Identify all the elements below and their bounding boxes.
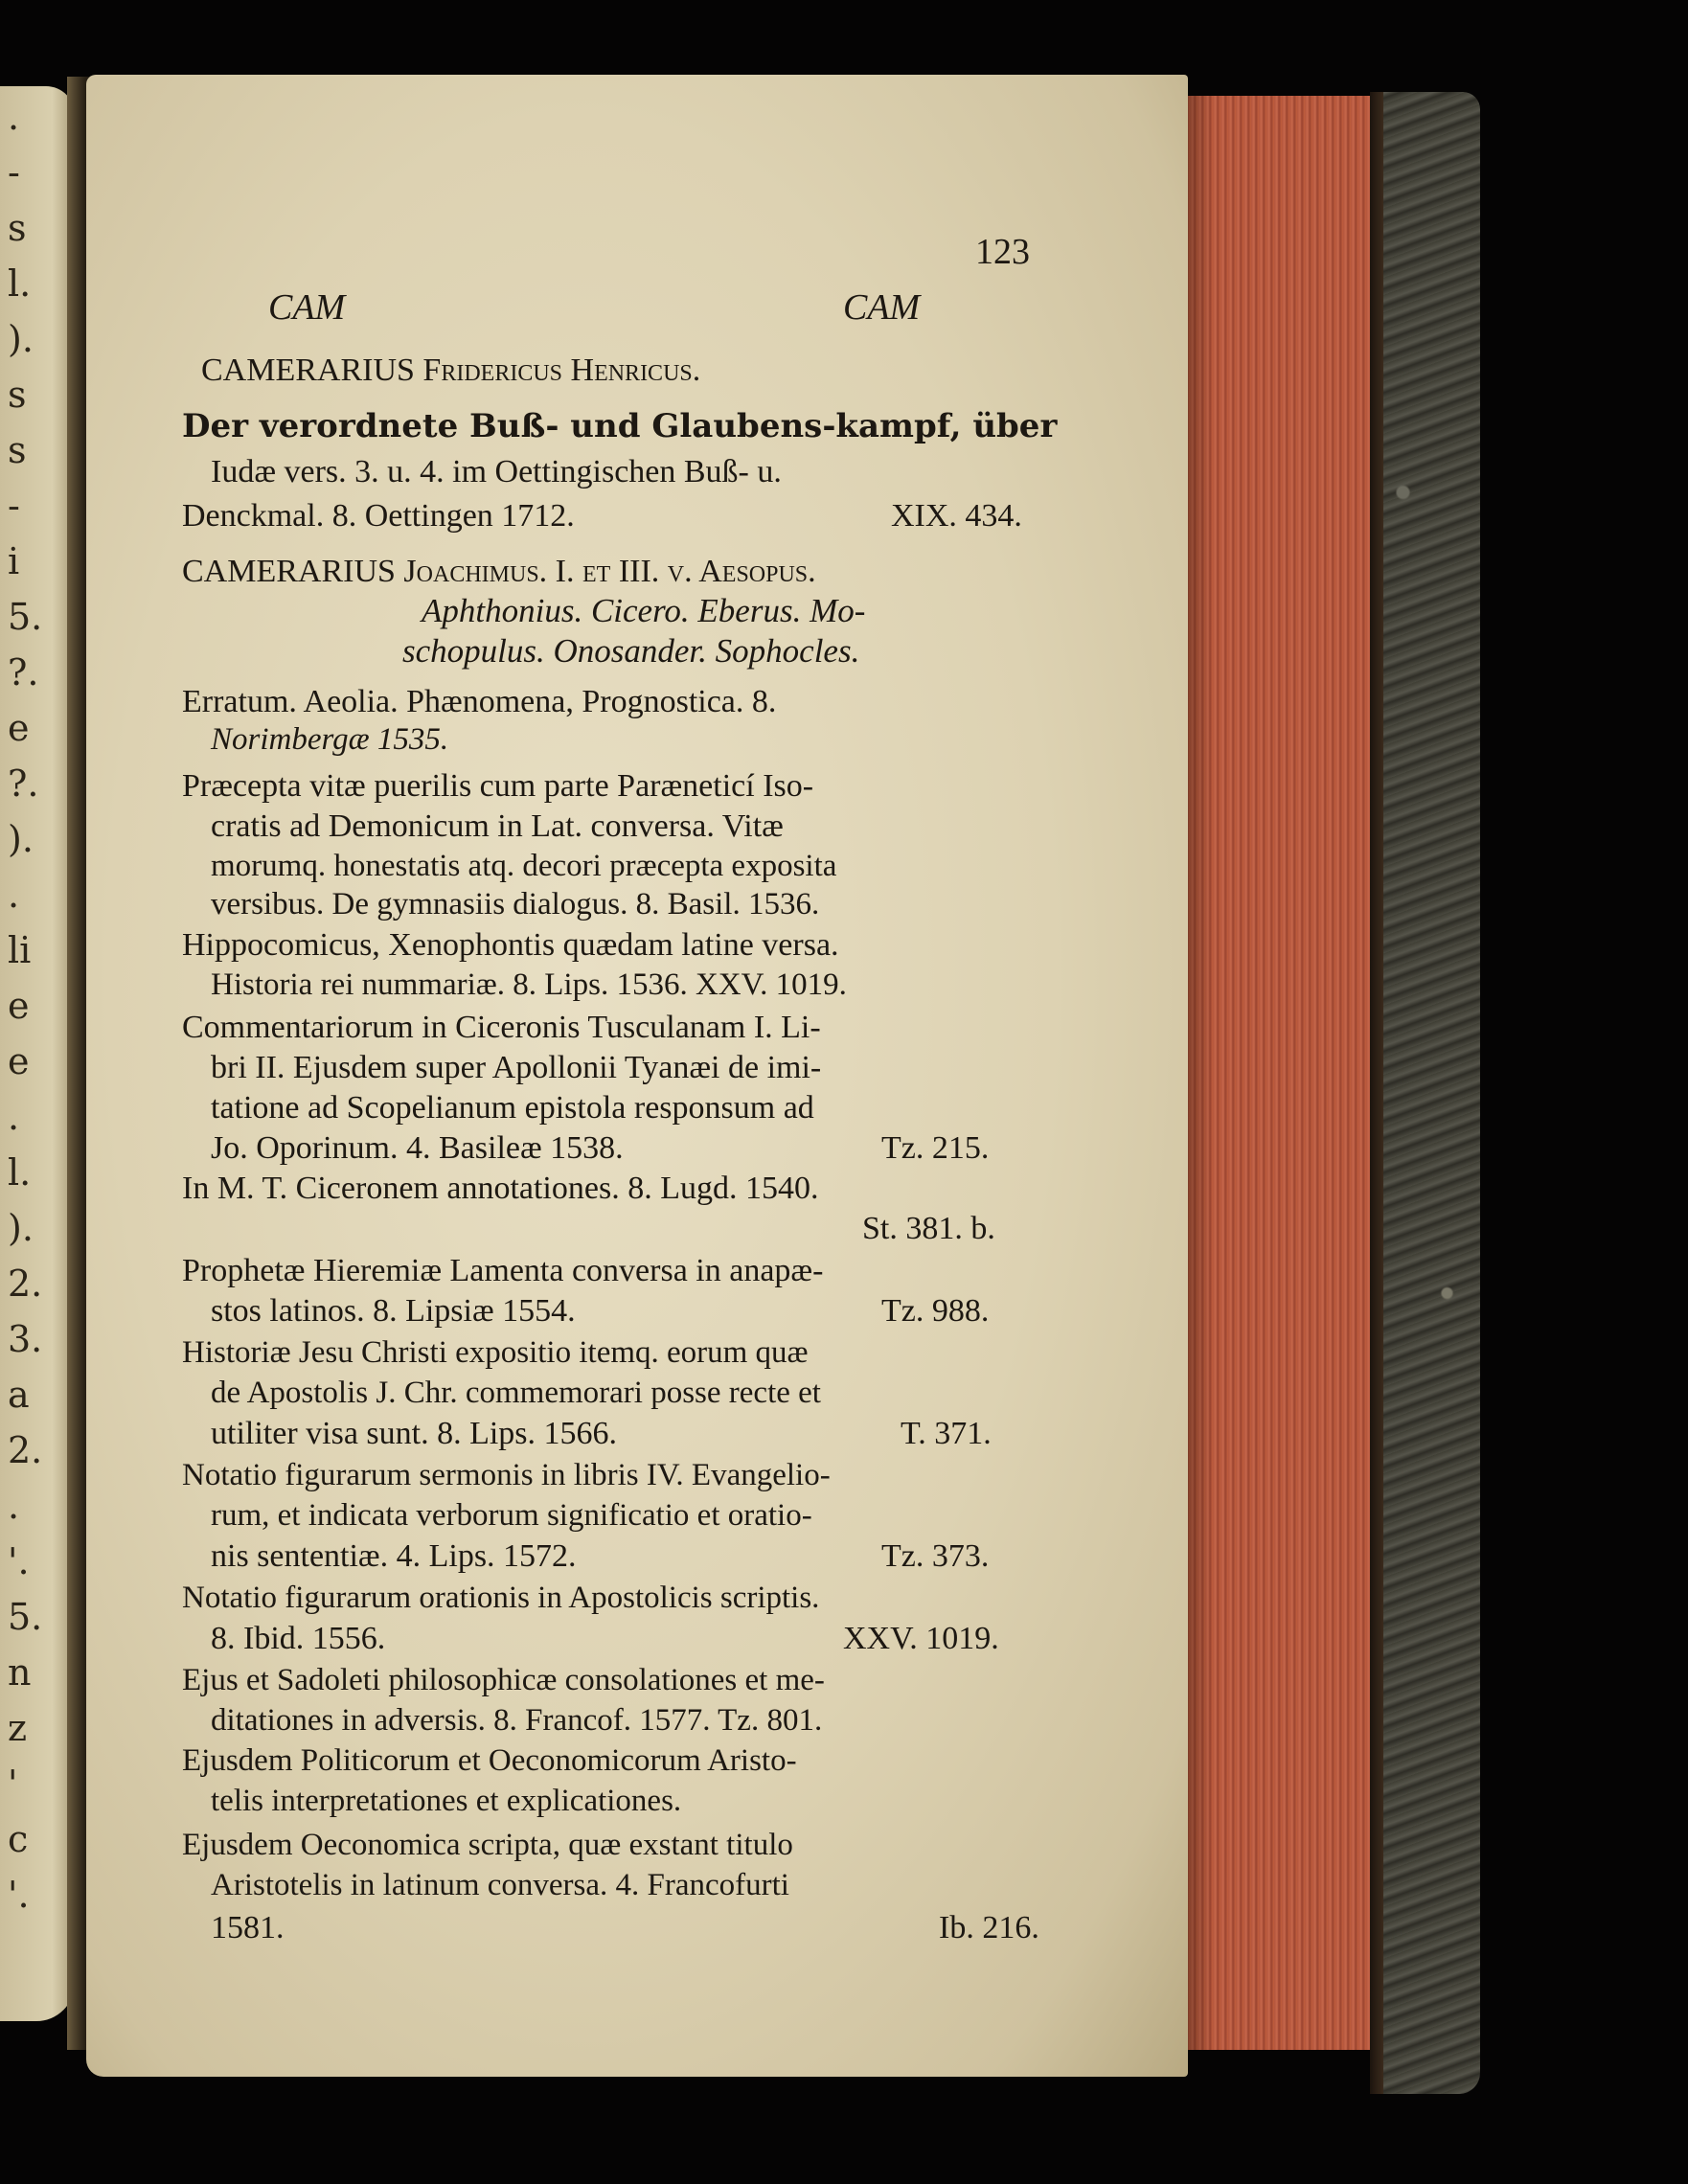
text-line: Hippocomicus, Xenophontis quædam latine versa. [182, 927, 839, 963]
text-line: nis sententiæ. 4. Lips. 1572. [211, 1538, 577, 1574]
text-line: Notatio figurarum orationis in Apostolicis scriptis. [182, 1581, 820, 1615]
text-line: Denckmal. 8. Oettingen 1712. [182, 498, 575, 534]
left-page-mark: ' [8, 1763, 18, 1805]
left-page-mark: ). [8, 1207, 34, 1249]
marbled-cover [1370, 92, 1480, 2094]
left-page-mark: ?. [8, 651, 39, 694]
left-page-mark: . [8, 1485, 20, 1527]
left-page-mark: n [8, 1651, 32, 1694]
text-line: Erratum. Aeolia. Phænomena, Prognostica. 8. [182, 684, 777, 719]
left-page-mark: . [8, 874, 20, 916]
text-line: Ejus et Sadoleti philosophicæ consolationes et me- [182, 1663, 825, 1697]
left-page-mark: '. [8, 1874, 30, 1916]
left-page-mark: e [8, 985, 30, 1027]
left-page-mark: ?. [8, 762, 39, 805]
left-page-mark: i [8, 540, 20, 582]
left-page-mark: ). [8, 318, 34, 360]
left-page-mark: e [8, 1040, 30, 1082]
text-line: Ejusdem Politicorum et Oeconomicorum Aristo- [182, 1743, 797, 1778]
shelf-ref: Ib. 216. [939, 1910, 1039, 1945]
left-page-mark: 2. [8, 1429, 43, 1471]
text-line: Norimbergæ 1535. [211, 722, 449, 757]
text-line: 1581. [211, 1910, 285, 1945]
left-page-mark: . [8, 1096, 20, 1138]
text-line: Aristotelis in latinum conversa. 4. Francofurti [211, 1868, 789, 1902]
text-line: tatione ad Scopelianum epistola responsum ad [211, 1090, 814, 1126]
left-page-mark: c [8, 1818, 29, 1860]
left-page-mark: li [8, 929, 32, 971]
text-line: stos latinos. 8. Lipsiæ 1554. [211, 1293, 576, 1329]
text-line: cratis ad Demonicum in Lat. conversa. Vitæ [211, 808, 784, 844]
text-line: Prophetæ Hieremiæ Lamenta conversa in anapæ- [182, 1253, 824, 1288]
text-line: Historia rei nummariæ. 8. Lips. 1536. XXV. 1019. [211, 967, 847, 1002]
shelf-ref: Tz. 215. [881, 1130, 990, 1166]
shelf-ref: Tz. 988. [881, 1293, 990, 1329]
shelf-ref: T. 371. [901, 1416, 992, 1451]
left-page-mark: . [8, 96, 20, 138]
left-page-mark: e [8, 707, 30, 749]
left-page-mark: l. [8, 262, 32, 305]
text-line: versibus. De gymnasiis dialogus. 8. Basil. 1536. [211, 887, 820, 921]
left-page-mark: l. [8, 1151, 32, 1194]
text-line: utiliter visa sunt. 8. Lips. 1566. [211, 1416, 618, 1451]
left-page-mark: - [8, 485, 20, 527]
text-line: Commentariorum in Ciceronis Tusculanam I. Li- [182, 1010, 821, 1045]
left-page-marks [4, 86, 61, 2002]
left-page-mark: a [8, 1374, 30, 1416]
left-page-mark: ). [8, 818, 34, 860]
cover-edge [1370, 92, 1383, 2094]
text-line: 8. Ibid. 1556. [211, 1621, 386, 1656]
text-line: rum, et indicata verborum significatio et oratio- [211, 1498, 812, 1533]
left-page-mark: s [8, 207, 27, 249]
left-page-mark: '. [8, 1540, 30, 1582]
text-line: Jo. Oporinum. 4. Basileæ 1538. [211, 1130, 624, 1166]
text-line: Iudæ vers. 3. u. 4. im Oettingischen Buß- u. [211, 454, 782, 489]
text-line: schopulus. Onosander. Sophocles. [402, 632, 860, 670]
entry-heading-fridericus: CAMERARIUS Fridericus Henricus. [201, 353, 701, 388]
shelf-ref: St. 381. b. [862, 1211, 995, 1246]
shelf-ref: XIX. 434. [891, 498, 1022, 534]
page-number: 123 [975, 232, 1030, 272]
text-line: Ejusdem Oeconomica scripta, quæ exstant titulo [182, 1828, 793, 1862]
text-line: ditationes in adversis. 8. Francof. 1577. Tz. 801. [211, 1703, 823, 1738]
text-line: morumq. honestatis atq. decori præcepta exposita [211, 849, 837, 883]
left-page-mark: 5. [8, 596, 43, 638]
shelf-ref: Tz. 373. [881, 1538, 990, 1574]
running-head-left: CAM [268, 287, 346, 328]
text-line: telis interpretationes et explicationes. [211, 1784, 682, 1818]
text-line: bri II. Ejusdem super Apollonii Tyanæi de imi- [211, 1050, 822, 1085]
running-head-right: CAM [843, 287, 921, 328]
shelf-ref: XXV. 1019. [843, 1621, 999, 1656]
left-page-mark: s [8, 374, 27, 416]
text-line: de Apostolis J. Chr. commemorari posse recte et [211, 1376, 821, 1410]
left-page-mark: 5. [8, 1596, 43, 1638]
left-page-mark: z [8, 1707, 28, 1749]
text-line: Aphthonius. Cicero. Eberus. Mo- [422, 592, 866, 629]
left-page-mark: s [8, 429, 27, 471]
left-page-mark: 3. [8, 1318, 43, 1360]
text-line: Historiæ Jesu Christi expositio itemq. eorum quæ [182, 1335, 809, 1370]
text-line: Der verordnete Buß- und Glaubens-kampf, über [182, 407, 1058, 445]
text-line: Præcepta vitæ puerilis cum parte Paræneticí Iso- [182, 768, 814, 804]
left-page-mark: - [8, 151, 20, 193]
text-line: Notatio figurarum sermonis in libris IV. Evangelio- [182, 1458, 831, 1492]
left-page-mark: 2. [8, 1263, 43, 1305]
text-line: In M. T. Ciceronem annotationes. 8. Lugd. 1540. [182, 1171, 819, 1206]
entry-heading-joachimus: CAMERARIUS Joachimus. I. et III. v. Aesopus. [182, 554, 816, 589]
